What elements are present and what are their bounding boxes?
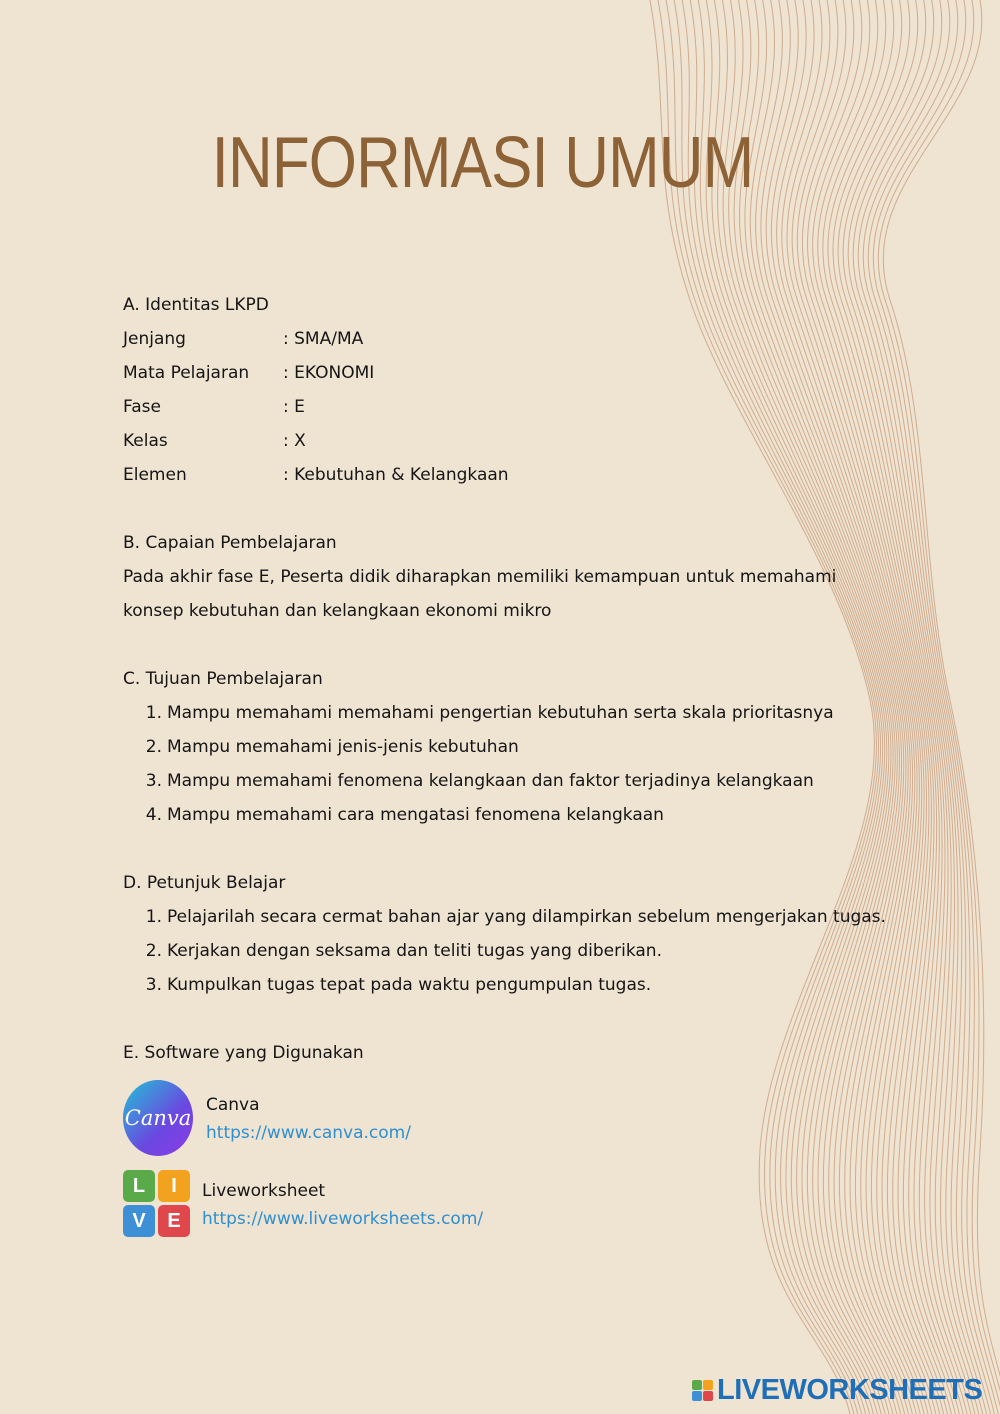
- identity-row-kelas: [123, 424, 923, 458]
- brand-logo-icon: [692, 1380, 713, 1401]
- software-canva: [123, 1080, 411, 1156]
- list-text: Kerjakan dengan seksama dan teliti tugas yang diberikan.: [167, 941, 662, 961]
- liveworksheets-logo-icon: [123, 1170, 189, 1238]
- list-number: 1.: [145, 907, 162, 927]
- software-liveworksheet: [123, 1176, 483, 1238]
- software-name: Canva: [206, 1095, 260, 1115]
- section-e-heading: E. Software yang Digunakan: [123, 1043, 364, 1063]
- liveworksheets-brand[interactable]: [692, 1374, 982, 1407]
- list-text: Mampu memahami memahami pengertian kebutuhan serta skala prioritasnya: [167, 703, 834, 723]
- list-number: 3.: [145, 771, 162, 791]
- capaian-text-line: Pada akhir fase E, Peserta didik diharapkan memiliki kemampuan untuk memahami: [123, 567, 837, 587]
- tujuan-list: [123, 696, 923, 832]
- software-name: Liveworksheet: [202, 1181, 326, 1201]
- list-item: [123, 798, 923, 832]
- canva-logo-icon: [123, 1080, 193, 1156]
- section-d-heading: D. Petunjuk Belajar: [123, 873, 286, 893]
- content: [123, 288, 923, 1070]
- list-text: Kumpulkan tugas tepat pada waktu pengumpulan tugas.: [167, 975, 652, 995]
- petunjuk-list: [123, 900, 923, 1002]
- field-value: : SMA/MA: [283, 329, 364, 349]
- list-number: 2.: [145, 737, 162, 757]
- field-label: Mata Pelajaran: [123, 363, 250, 383]
- logo-letter-v: V: [123, 1205, 155, 1237]
- section-b-heading: B. Capaian Pembelajaran: [123, 533, 337, 553]
- identity-table: [123, 322, 923, 492]
- identity-row-fase: [123, 390, 923, 424]
- canva-logo-text: Canva: [124, 1106, 192, 1130]
- list-text: Mampu memahami jenis-jenis kebutuhan: [167, 737, 519, 757]
- software-info: [202, 1177, 483, 1233]
- field-value: : Kebutuhan & Kelangkaan: [283, 465, 509, 485]
- list-item: [123, 730, 923, 764]
- list-item: [123, 934, 923, 968]
- list-item: [123, 764, 923, 798]
- page-title: INFORMASI UMUM: [211, 123, 754, 203]
- list-item: [123, 696, 923, 730]
- field-value: : EKONOMI: [283, 363, 375, 383]
- identity-row-elemen: [123, 458, 923, 492]
- field-label: Jenjang: [123, 329, 186, 349]
- list-number: 3.: [145, 975, 162, 995]
- logo-letter-l: L: [123, 1170, 155, 1202]
- list-text: Mampu memahami fenomena kelangkaan dan faktor terjadinya kelangkaan: [167, 771, 814, 791]
- canva-link[interactable]: https://www.canva.com/: [206, 1123, 411, 1143]
- list-item: [123, 900, 923, 934]
- section-a-heading: A. Identitas LKPD: [123, 295, 269, 315]
- field-label: Kelas: [123, 431, 168, 451]
- capaian-text-line: konsep kebutuhan dan kelangkaan ekonomi mikro: [123, 601, 552, 621]
- identity-row-mata-pelajaran: [123, 356, 923, 390]
- field-label: Elemen: [123, 465, 187, 485]
- list-number: 4.: [145, 805, 162, 825]
- field-label: Fase: [123, 397, 161, 417]
- list-number: 1.: [145, 703, 162, 723]
- field-value: : X: [283, 431, 306, 451]
- logo-letter-e: E: [158, 1205, 190, 1237]
- section-c-heading: C. Tujuan Pembelajaran: [123, 669, 323, 689]
- list-text: Mampu memahami cara mengatasi fenomena kelangkaan: [167, 805, 664, 825]
- software-info: [206, 1091, 411, 1147]
- list-text: Pelajarilah secara cermat bahan ajar yang dilampirkan sebelum mengerjakan tugas.: [167, 907, 886, 927]
- brand-text: LIVEWORKSHEETS: [717, 1374, 983, 1406]
- identity-row-jenjang: [123, 322, 923, 356]
- logo-letter-i: I: [158, 1170, 190, 1202]
- liveworksheets-link[interactable]: https://www.liveworksheets.com/: [202, 1209, 484, 1229]
- list-number: 2.: [145, 941, 162, 961]
- field-value: : E: [283, 397, 305, 417]
- list-item: [123, 968, 923, 1002]
